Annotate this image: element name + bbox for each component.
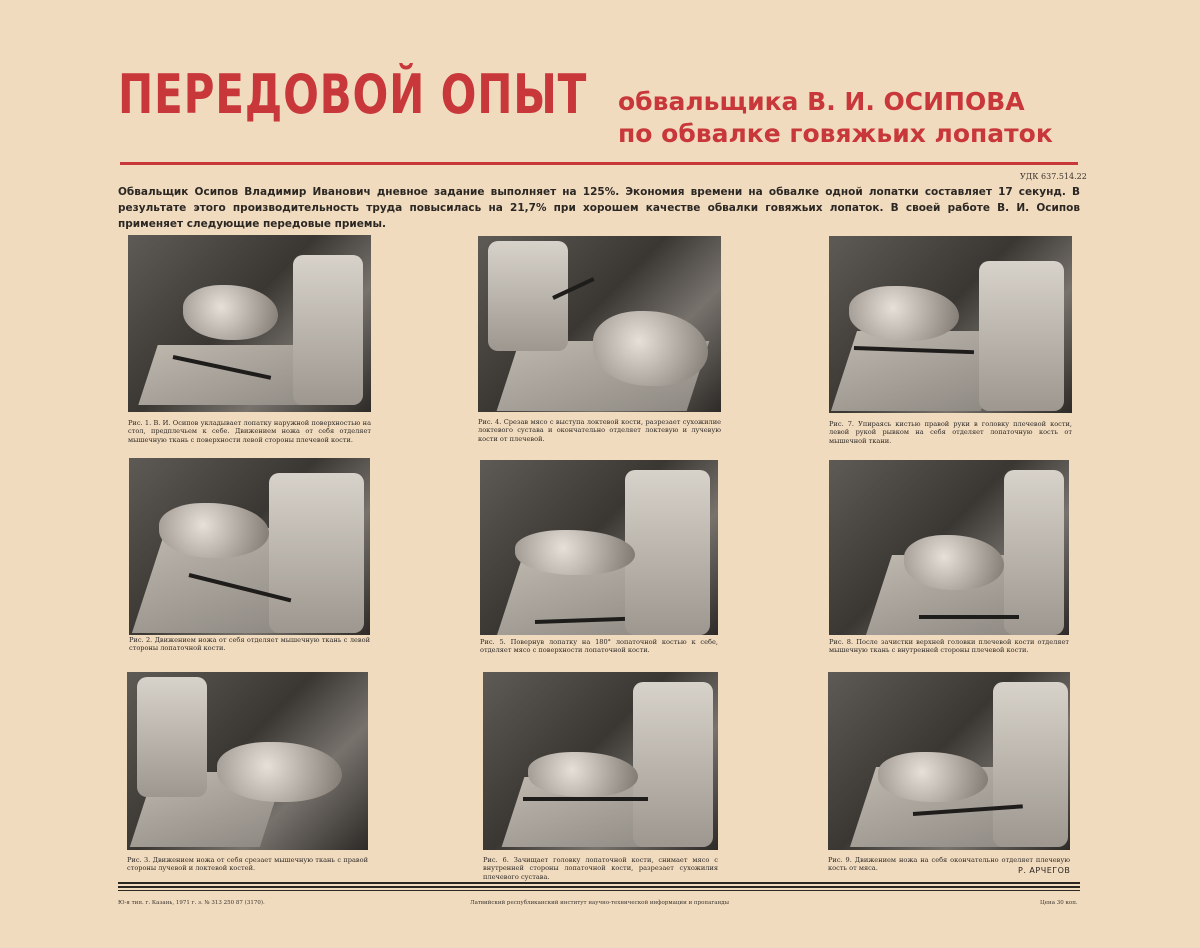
- figure-8-caption: Рис. 8. После зачистки верхней головки плечевой кости отделяет мышечную ткань с внутренней стороны плечевой кости.: [829, 638, 1069, 655]
- intro-paragraph: Обвальщик Осипов Владимир Иванович дневное задание выполняет на 125%. Экономия времени на обвалке одной лопатки составляет 17 секунд. В результате этого производительность труда повысилась на 21,7% при хорошем качестве обвалки говяжьих лопаток. В своей работе В. И. Осипов применяет следующие передовые приемы.: [118, 186, 1080, 230]
- artist-credit: Р. АРЧЕГОВ: [1018, 866, 1071, 875]
- figure-2-caption: Рис. 2. Движением ножа от себя отделяет мышечную ткань с левой стороны лопаточной кости.: [129, 636, 370, 653]
- figure-7-caption: Рис. 7. Упираясь кистью правой руки в головку плечевой кости, левой рукой рывком на себя отделяет лопаточную кость от мышечной ткани.: [829, 420, 1072, 445]
- figure-2-photo: [129, 458, 370, 635]
- figure-9-caption: Рис. 9. Движением ножа на себя окончательно отделяет плечевую кость от мяса.: [828, 856, 1070, 873]
- figure-7-photo: [829, 236, 1072, 413]
- figure-3-photo: [127, 672, 368, 850]
- figure-3-caption: Рис. 3. Движением ножа от себя срезает мышечную ткань с правой стороны лучевой и локтевой костей.: [127, 856, 368, 873]
- figure-8-photo: [829, 460, 1069, 635]
- figure-5-photo: [480, 460, 718, 635]
- poster-subtitle: [618, 86, 1053, 150]
- udk-code: УДК 637.514.22: [1020, 172, 1087, 181]
- footer-price: Цена 30 коп.: [1040, 900, 1078, 906]
- figure-4-caption: Рис. 4. Срезав мясо с выступа локтевой кости, разрезает сухожилие локтевого сустава и окончательно отделяет локтевую и лучевую кости от плечевой.: [478, 418, 721, 443]
- poster-title: ПЕРЕДОВОЙ ОПЫТ: [118, 63, 588, 126]
- figure-6-caption: Рис. 6. Зачищает головку лопаточной кости, снимает мясо с внутренней стороны лопаточной кости, разрезает сухожилия плечевого сустава.: [483, 856, 718, 881]
- figure-5-caption: Рис. 5. Повернув лопатку на 180° лопаточной костью к себе, отделяет мясо с поверхности лопаточной кости.: [480, 638, 718, 655]
- figure-6-photo: [483, 672, 718, 850]
- subtitle-line-1: обвальщика В. И. ОСИПОВА: [618, 87, 1025, 116]
- footer-rule: [118, 886, 1080, 888]
- footer-publisher: Латвийский республиканский институт научно-технической информации и пропаганды: [470, 900, 729, 906]
- figure-4-photo: [478, 236, 721, 412]
- footer-rule: [118, 890, 1080, 891]
- figure-1-caption: Рис. 1. В. И. Осипов укладывает лопатку наружной поверхностью на стол, предплечьем к себе. Движением ножа от себя отделяет мышечную ткань с поверхности левой стороны плечевой кости.: [128, 419, 371, 444]
- footer-printer: Ю-я тип. г. Казань, 1971 г. з. № 313 250 87 (3170).: [118, 900, 265, 906]
- figure-9-photo: [828, 672, 1070, 850]
- footer-rule: [118, 882, 1080, 884]
- title-divider: [120, 162, 1078, 165]
- subtitle-line-2: по обвалке говяжьих лопаток: [618, 119, 1053, 148]
- figure-1-photo: [128, 235, 371, 412]
